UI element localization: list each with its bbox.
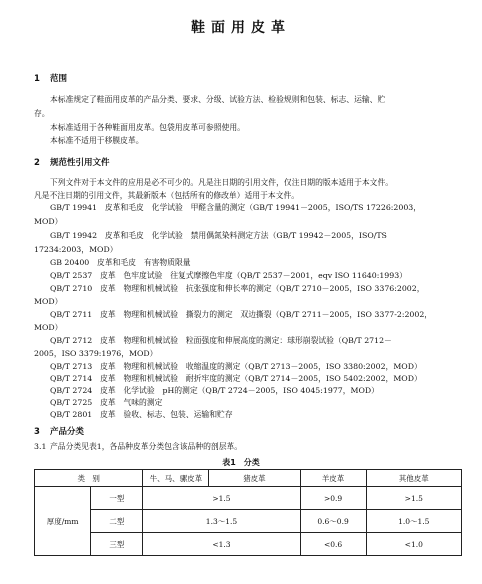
ref-title: 皮革 物理和机械试验 撕裂力的测定 双边撕裂（QB/T 2711－2005，ISO 3377-2:2002，: [100, 310, 433, 319]
table-header-cell: 牛、马、骡皮革: [143, 470, 209, 487]
ref-title: 皮革 气味的测定: [100, 398, 163, 407]
refs-intro-line-2: 凡是不注日期的引用文件，其最新版本（包括所有的修改单）适用于本文件。: [34, 191, 300, 200]
section-title: 范围: [50, 74, 68, 84]
ref-title: 皮革 物理和机械试验 耐折牢度的测定（QB/T 2714－2005，ISO 5402:2002，MOD）: [100, 374, 422, 383]
ref-title: 皮革 验收、标志、包装、运输和贮存: [100, 410, 233, 419]
sheep-value-cell: 0.6～0.9: [300, 510, 366, 533]
ref-code: QB/T 2801: [50, 410, 93, 419]
ref-title: 皮革 物理和机械试验 收缩温度的测定（QB/T 2713－2005，ISO 3380:2002，MOD）: [100, 362, 422, 371]
ref-code: QB/T 2724: [50, 386, 93, 395]
cow-pig-value-cell: 1.3～1.5: [143, 510, 300, 533]
section-number: 3: [34, 427, 40, 437]
row-group-label: 厚度/mm: [35, 487, 91, 556]
ref-code: QB/T 2537: [50, 271, 93, 280]
scope-paragraph-1: 本标准规定了鞋面用皮革的产品分类、要求、分级、试验方法、检验规则和包装、标志、运输、贮: [50, 95, 386, 104]
table-caption: 表1 分类: [222, 458, 260, 467]
table-header-cell: 羊皮革: [300, 470, 366, 487]
ref-code: QB/T 2714: [50, 374, 93, 383]
ref-code: QB/T 2712: [50, 336, 93, 345]
table-header-cell: 猪皮革: [209, 470, 300, 487]
other-value-cell: >1.5: [366, 487, 461, 510]
cow-pig-value-cell: >1.5: [143, 487, 300, 510]
ref-code: GB/T 19941: [50, 203, 98, 212]
scope-paragraph-2: 本标准适用于各种鞋面用皮革。包袋用皮革可参照使用。: [50, 123, 245, 132]
cow-pig-value-cell: <1.3: [143, 533, 300, 556]
ref-code: QB/T 2713: [50, 362, 93, 371]
refs-intro-line-1: 下列文件对于本文件的应用是必不可少的。凡是注日期的引用文件，仅注日期的版本适用于本文件。: [50, 178, 394, 187]
ref-item-cont: 2005，ISO 3379:1976，MOD）: [34, 349, 158, 358]
ref-title: 皮革 化学试验 pH的测定（QB/T 2724－2005，ISO 4045:1977，MOD）: [100, 386, 379, 395]
ref-item-cont: MOD）: [34, 217, 63, 226]
document-title: 鞋面用皮革: [191, 20, 291, 36]
ref-title: 皮革 物理和机械试验 粒面强度和伸展高度的测定：球形崩裂试验（QB/T 2712－: [100, 336, 392, 345]
section-number: 2: [34, 158, 40, 168]
grade-cell: 二型: [91, 510, 143, 533]
clause-number: 3.1: [34, 442, 47, 451]
ref-code: GB/T 19942: [50, 231, 98, 240]
ref-code: QB/T 2710: [50, 284, 93, 293]
ref-code: QB/T 2725: [50, 398, 93, 407]
ref-item-cont: MOD）: [34, 323, 63, 332]
ref-item-cont: 17234:2003，MOD）: [34, 245, 118, 254]
table-header-cell: 类 别: [35, 470, 143, 487]
ref-title: 皮革 物理和机械试验 抗张强度和伸长率的测定（QB/T 2710－2005，ISO 3376:2002，: [100, 284, 425, 293]
sheep-value-cell: >0.9: [300, 487, 366, 510]
grade-cell: 一型: [91, 487, 143, 510]
ref-code: GB 20400: [50, 258, 90, 267]
ref-item-cont: MOD）: [34, 297, 63, 306]
table-header-cell: 其他皮革: [366, 470, 461, 487]
scope-paragraph-3: 本标准不适用于移膜皮革。: [50, 136, 144, 145]
ref-code: QB/T 2711: [50, 310, 93, 319]
section-title: 规范性引用文件: [50, 158, 110, 168]
clause-text: 产品分类见表1，各品种皮革分类包含该品种的剖层革。: [50, 442, 243, 451]
grade-cell: 三型: [91, 533, 143, 556]
ref-title: 皮革和毛皮 有害物质限量: [97, 258, 191, 267]
ref-title: 皮革和毛皮 化学试验 甲醛含量的测定（GB/T 19941－2005，ISO/TS 17226:2003，: [104, 203, 422, 212]
sheep-value-cell: <0.6: [300, 533, 366, 556]
ref-title: 皮革和毛皮 化学试验 禁用偶氮染料测定方法（GB/T 19942－2005，ISO/TS: [104, 231, 387, 240]
ref-title: 皮革 色牢度试验 往复式摩擦色牢度（QB/T 2537－2001，eqv ISO 11640:1993）: [100, 271, 407, 280]
other-value-cell: <1.0: [366, 533, 461, 556]
scope-paragraph-1-cont: 存。: [34, 109, 50, 118]
other-value-cell: 1.0～1.5: [366, 510, 461, 533]
section-title: 产品分类: [50, 427, 85, 437]
section-number: 1: [34, 74, 40, 84]
